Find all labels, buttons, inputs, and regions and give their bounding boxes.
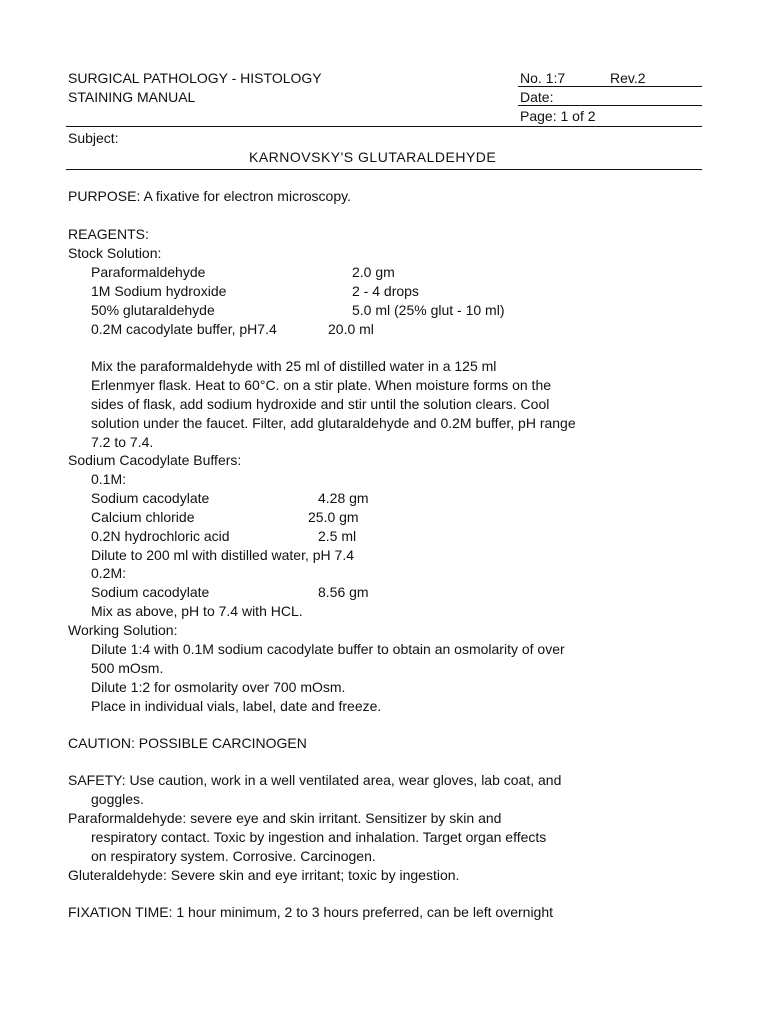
- revision: Rev.2: [610, 70, 646, 86]
- buffer-01-label: 0.1M:: [91, 471, 127, 487]
- caution-text: CAUTION: POSSIBLE CARCINOGEN: [68, 735, 307, 751]
- document-title: KARNOVSKY'S GLUTARALDEHYDE: [249, 149, 497, 165]
- buffer-item-amount: 2.5 ml: [318, 528, 357, 544]
- buffer-item-amount: 4.28 gm: [318, 490, 369, 506]
- stock-item-name: 50% glutaraldehyde: [91, 302, 215, 318]
- buffer-heading: Sodium Cacodylate Buffers:: [68, 452, 242, 468]
- header-rule-1: [518, 86, 702, 87]
- stock-item-amount: 2 - 4 drops: [352, 283, 419, 299]
- subject-label: Subject:: [68, 130, 119, 146]
- reagents-heading: REAGENTS:: [68, 226, 149, 242]
- buffer-02-note: Mix as above, pH to 7.4 with HCL.: [91, 603, 303, 619]
- buffer-item-name: Sodium cacodylate: [91, 490, 210, 506]
- stock-item-name: 0.2M cacodylate buffer, pH7.4: [91, 321, 277, 337]
- safety-line: SAFETY: Use caution, work in a well ventilated area, wear gloves, lab coat, and: [68, 772, 562, 788]
- stock-item-name: Paraformaldehyde: [91, 264, 206, 280]
- paraformaldehyde-hazard: Paraformaldehyde: severe eye and skin irritant. Sensitizer by skin and: [68, 810, 502, 826]
- department-line-1: SURGICAL PATHOLOGY - HISTOLOGY: [68, 70, 322, 86]
- buffer-item-name: Sodium cacodylate: [91, 584, 210, 600]
- header-divider: [66, 126, 702, 127]
- working-heading: Working Solution:: [68, 622, 178, 638]
- stock-heading: Stock Solution:: [68, 245, 162, 261]
- paraformaldehyde-hazard: respiratory contact. Toxic by ingestion and inhalation. Target organ effects: [91, 829, 547, 845]
- safety-line: goggles.: [91, 791, 144, 807]
- glutaraldehyde-hazard: Gluteraldehyde: Severe skin and eye irritant; toxic by ingestion.: [68, 867, 460, 883]
- header-rule-2: [518, 105, 702, 106]
- buffer-item-amount: 25.0 gm: [308, 509, 359, 525]
- document-number: No. 1:7: [520, 70, 566, 86]
- subject-divider: [66, 169, 702, 170]
- working-line: Place in individual vials, label, date and freeze.: [91, 698, 382, 714]
- instruction-line: sides of flask, add sodium hydroxide and stir until the solution clears. Cool: [91, 396, 550, 412]
- instruction-line: Erlenmyer flask. Heat to 60°C. on a stir plate. When moisture forms on the: [91, 377, 552, 393]
- purpose-text: PURPOSE: A fixative for electron microscopy.: [68, 188, 351, 204]
- working-line: Dilute 1:2 for osmolarity over 700 mOsm.: [91, 679, 346, 695]
- instruction-line: solution under the faucet. Filter, add glutaraldehyde and 0.2M buffer, pH range: [91, 415, 576, 431]
- stock-item-name: 1M Sodium hydroxide: [91, 283, 227, 299]
- paraformaldehyde-hazard: on respiratory system. Corrosive. Carcinogen.: [91, 848, 376, 864]
- working-line: 500 mOsm.: [91, 660, 164, 676]
- page-number: Page: 1 of 2: [520, 108, 596, 124]
- buffer-item-name: 0.2N hydrochloric acid: [91, 528, 230, 544]
- instruction-line: Mix the paraformaldehyde with 25 ml of distilled water in a 125 ml: [91, 358, 497, 374]
- working-line: Dilute 1:4 with 0.1M sodium cacodylate buffer to obtain an osmolarity of over: [91, 641, 565, 657]
- instruction-line: 7.2 to 7.4.: [91, 434, 154, 450]
- stock-item-amount: 20.0 ml: [328, 321, 374, 337]
- buffer-02-label: 0.2M:: [91, 565, 127, 581]
- buffer-item-amount: 8.56 gm: [318, 584, 369, 600]
- date-label: Date:: [520, 89, 554, 105]
- buffer-01-note: Dilute to 200 ml with distilled water, pH 7.4: [91, 547, 355, 563]
- department-line-2: STAINING MANUAL: [68, 89, 196, 105]
- stock-item-amount: 5.0 ml (25% glut - 10 ml): [352, 302, 505, 318]
- buffer-item-name: Calcium chloride: [91, 509, 195, 525]
- fixation-time: FIXATION TIME: 1 hour minimum, 2 to 3 hours preferred, can be left overnight: [68, 904, 554, 920]
- stock-item-amount: 2.0 gm: [352, 264, 395, 280]
